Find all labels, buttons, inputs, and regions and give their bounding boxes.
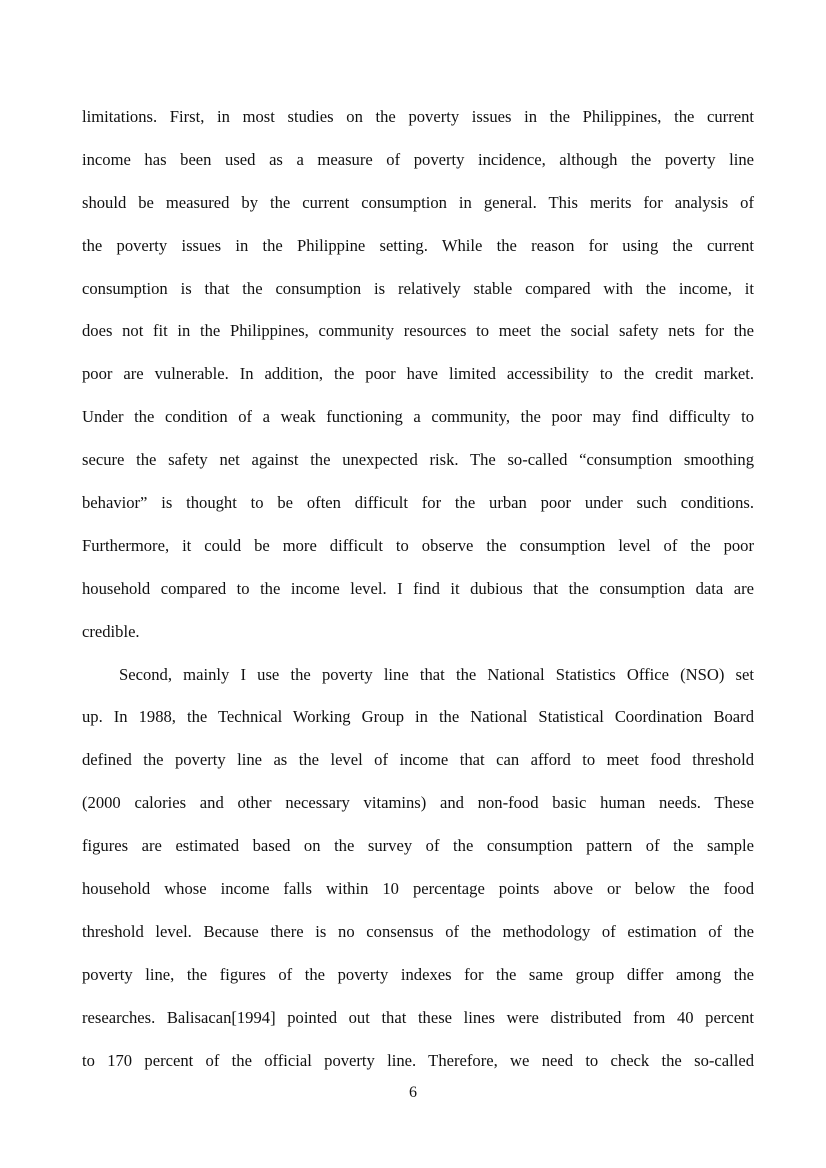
text-line: (2000 calories and other necessary vitamins) and non-food basic human needs. These	[82, 793, 754, 813]
text-line: limitations. First, in most studies on the poverty issues in the Philippines, the current	[82, 107, 754, 126]
text-line: secure the safety net against the unexpected risk. The so-called “consumption smoothing	[82, 450, 754, 470]
text-line: Under the condition of a weak functioning a community, the poor may find difficulty to	[82, 407, 754, 427]
text-line: does not fit in the Philippines, community resources to meet the social safety nets for the	[82, 321, 754, 341]
body-text	[82, 96, 754, 1082]
text-line: household whose income falls within 10 percentage points above or below the food	[82, 879, 754, 899]
text-line: to 170 percent of the official poverty line. Therefore, we need to check the so-called	[82, 1050, 754, 1070]
text-line: income has been used as a measure of poverty incidence, although the poverty line	[82, 149, 754, 169]
paragraph-1	[82, 96, 754, 654]
text-line: up. In 1988, the Technical Working Group in the National Statistical Coordination Board	[82, 707, 754, 727]
text-line: credible.	[82, 621, 140, 641]
text-line: Second, mainly I use the poverty line that the National Statistics Office (NSO) set	[119, 664, 754, 684]
paragraph-2	[82, 654, 754, 1083]
text-line: behavior” is thought to be often difficult for the urban poor under such conditions.	[82, 493, 754, 513]
page-number: 6	[409, 1084, 417, 1101]
text-line: poor are vulnerable. In addition, the poor have limited accessibility to the credit market.	[82, 364, 754, 384]
text-line: poverty line, the figures of the poverty indexes for the same group differ among the	[82, 964, 754, 984]
text-line: threshold level. Because there is no consensus of the methodology of estimation of the	[82, 921, 754, 941]
text-line: Furthermore, it could be more difficult to observe the consumption level of the poor	[82, 535, 754, 555]
text-line: consumption is that the consumption is relatively stable compared with the income, it	[82, 278, 754, 298]
text-line: the poverty issues in the Philippine setting. While the reason for using the current	[82, 235, 754, 255]
text-line: researches. Balisacan[1994] pointed out that these lines were distributed from 40 percent	[82, 1007, 754, 1027]
text-line: figures are estimated based on the survey of the consumption pattern of the sample	[82, 836, 754, 856]
text-line: defined the poverty line as the level of income that can afford to meet food threshold	[82, 750, 754, 770]
text-line: household compared to the income level. I find it dubious that the consumption data are	[82, 578, 754, 598]
text-line: should be measured by the current consumption in general. This merits for analysis of	[82, 192, 754, 212]
